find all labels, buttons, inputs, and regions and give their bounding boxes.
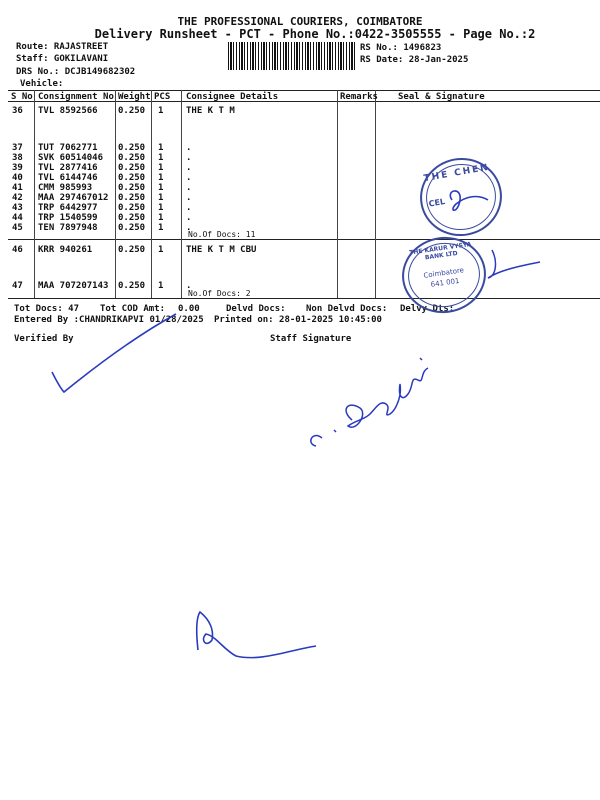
row-consignment: TRP 1540599	[38, 213, 98, 223]
total-docs: Tot Docs: 47	[14, 304, 80, 314]
row-pcs: 1	[158, 143, 164, 153]
bank-seal-code: 641 001	[430, 276, 460, 289]
delivered-docs: Delvd Docs:	[226, 304, 286, 314]
row-sno: 36	[12, 106, 23, 116]
rs-date: RS Date: 28-Jan-2025	[360, 55, 469, 65]
document-subtitle: Delivery Runsheet - PCT - Phone No.:0422-3505555 - Page No.:2	[94, 27, 536, 41]
non-delivered-docs: Non Delvd Docs:	[306, 304, 388, 314]
row-sno: 43	[12, 203, 23, 213]
row-consignment: TRP 6442977	[38, 203, 98, 213]
row-sno: 44	[12, 213, 23, 223]
row-sno: 41	[12, 183, 23, 193]
row-sno: 39	[12, 163, 23, 173]
staff-signature-label: Staff Signature	[270, 334, 352, 344]
row-details: .	[186, 223, 192, 233]
row-pcs: 1	[158, 213, 164, 223]
row-details: .	[186, 213, 192, 223]
row-weight: 0.250	[118, 193, 146, 203]
row-details: .	[186, 173, 192, 183]
row-pcs: 1	[158, 106, 164, 116]
row-consignment: MAA 297467012	[38, 193, 109, 203]
row-sno: 45	[12, 223, 23, 233]
staff-handwritten-signature	[311, 358, 428, 446]
printed-on: Printed on: 28-01-2025 10:45:00	[214, 315, 382, 325]
row-details: .	[186, 143, 192, 153]
col-remarks: Remarks	[340, 92, 378, 102]
col-consignment: Consignment No	[38, 92, 114, 102]
col-pcs: PCS	[154, 92, 171, 102]
row-sno: 42	[12, 193, 23, 203]
row-sno: 38	[12, 153, 23, 163]
entered-by: Entered By :CHANDRIKAPVI 01/28/2025	[14, 315, 204, 325]
lower-signature	[197, 612, 316, 658]
row-sno: 46	[12, 245, 23, 255]
row-pcs: 1	[158, 163, 164, 173]
row-weight: 0.250	[118, 245, 146, 255]
row-details: .	[186, 281, 192, 291]
row-weight: 0.250	[118, 203, 146, 213]
rs-number: RS No.: 1496823	[360, 43, 442, 53]
row-details: .	[186, 163, 192, 173]
bank-seal-ring-text: THE KARUR VYSYA BANK LTD	[408, 240, 472, 262]
total-cod-value: 0.00	[178, 304, 200, 314]
bank-seal-signature	[488, 250, 540, 278]
document-title: THE PROFESSIONAL COURIERS, COIMBATORE	[177, 15, 423, 28]
row-weight: 0.250	[118, 183, 146, 193]
row-weight: 0.250	[118, 213, 146, 223]
row-sno: 37	[12, 143, 23, 153]
route-label: Route: RAJASTREET	[16, 42, 109, 52]
row-pcs: 1	[158, 153, 164, 163]
row-details: .	[186, 153, 192, 163]
col-seal: Seal & Signature	[398, 92, 485, 102]
total-cod-label: Tot COD Amt:	[100, 304, 166, 314]
group1-doc-count: No.Of Docs: 11	[188, 230, 256, 239]
row-weight: 0.250	[118, 281, 146, 291]
row-pcs: 1	[158, 281, 164, 291]
col-sno: S No	[11, 92, 33, 102]
row-sno: 47	[12, 281, 23, 291]
row-consignment: TVL 8592566	[38, 106, 98, 116]
row-consignment: SVK 60514046	[38, 153, 104, 163]
row-weight: 0.250	[118, 163, 146, 173]
row-pcs: 1	[158, 173, 164, 183]
row-pcs: 1	[158, 193, 164, 203]
row-weight: 0.250	[118, 143, 146, 153]
row-weight: 0.250	[118, 173, 146, 183]
row-details: .	[186, 183, 192, 193]
col-consignee: Consignee Details	[186, 92, 279, 102]
bank-seal-city: Coimbatore	[422, 266, 465, 280]
delivery-dts: Delvy Dts:	[400, 304, 455, 314]
row-consignment: TVL 2877416	[38, 163, 98, 173]
row-details: .	[186, 193, 192, 203]
group2-doc-count: No.Of Docs: 2	[188, 289, 251, 298]
seal-signature	[450, 191, 488, 210]
col-weight: Weight	[118, 92, 151, 102]
row-pcs: 1	[158, 223, 164, 233]
row-consignment: MAA 707207143	[38, 281, 109, 291]
vehicle-label: Vehicle:	[20, 79, 64, 89]
verified-tick	[52, 314, 176, 392]
verified-by-label: Verified By	[14, 334, 74, 344]
row-pcs: 1	[158, 183, 164, 193]
row-details: THE K T M CBU	[186, 245, 257, 255]
row-pcs: 1	[158, 245, 164, 255]
row-consignment: CMM 985993	[38, 183, 93, 193]
row-consignment: TUT 7062771	[38, 143, 98, 153]
row-details: THE K T M	[186, 106, 235, 116]
row-consignment: KRR 940261	[38, 245, 93, 255]
row-weight: 0.250	[118, 106, 146, 116]
row-weight: 0.250	[118, 153, 146, 163]
row-consignment: TEN 7897948	[38, 223, 98, 233]
row-weight: 0.250	[118, 223, 146, 233]
row-sno: 40	[12, 173, 23, 183]
row-consignment: TVL 6144746	[38, 173, 98, 183]
seal-top-text: THE CHEN	[423, 162, 491, 185]
row-pcs: 1	[158, 203, 164, 213]
drs-number: DRS No.: DCJB149682302	[16, 67, 136, 77]
staff-label: Staff: GOKILAVANI	[16, 54, 109, 64]
row-details: .	[186, 203, 192, 213]
seal-side-text: CEL	[427, 196, 446, 209]
